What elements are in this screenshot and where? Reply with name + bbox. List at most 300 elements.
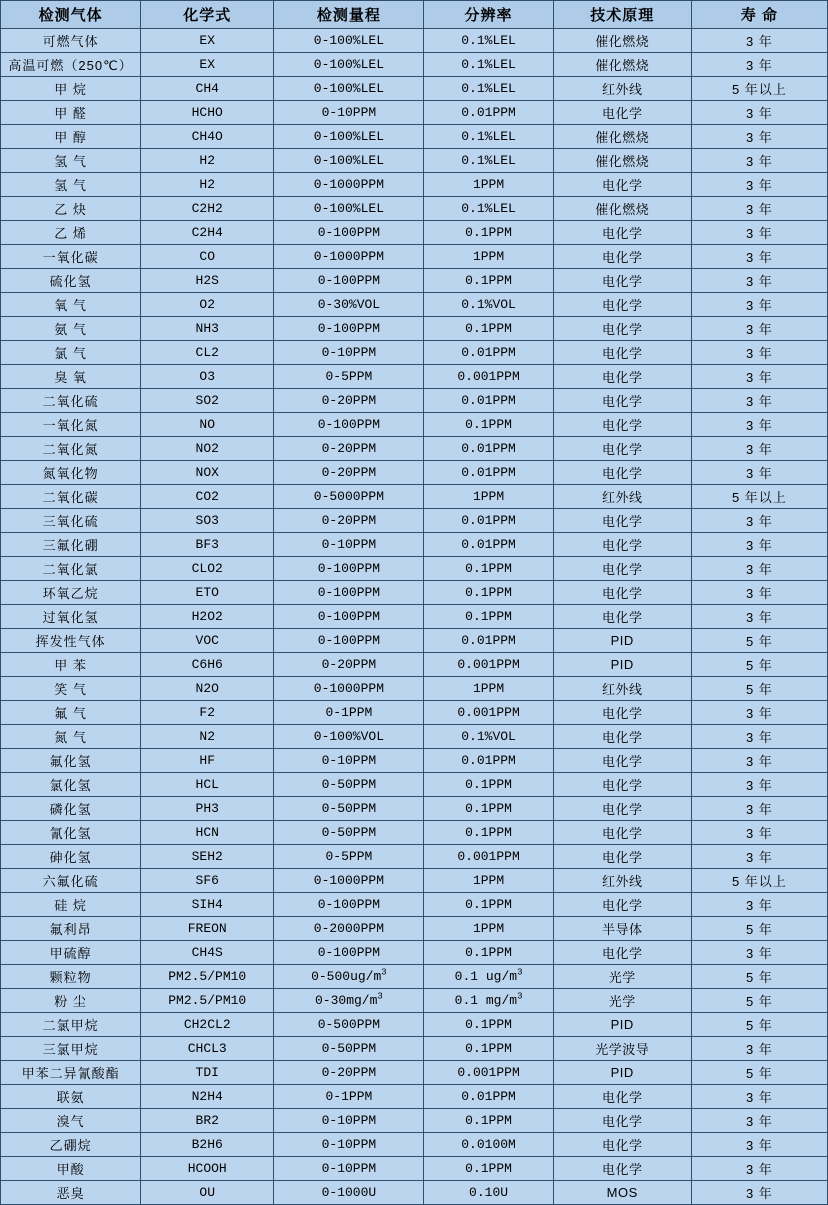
table-row [1, 341, 828, 365]
column-header-technology: 技术原理 [553, 1, 691, 29]
cell-technology: PID [553, 1061, 691, 1085]
cell-range: 0-1000PPM [274, 869, 424, 893]
cell-gas: 氧 气 [1, 293, 141, 317]
cell-lifetime: 5 年 [691, 1061, 827, 1085]
table-row [1, 509, 828, 533]
cell-gas: 联氨 [1, 1085, 141, 1109]
cell-resolution: 0.01PPM [424, 101, 553, 125]
cell-formula: NH3 [141, 317, 274, 341]
cell-formula: VOC [141, 629, 274, 653]
table-row [1, 605, 828, 629]
table-row [1, 125, 828, 149]
cell-gas: 环氧乙烷 [1, 581, 141, 605]
cell-lifetime: 3 年 [691, 341, 827, 365]
cell-gas: 臭 氧 [1, 365, 141, 389]
cell-formula: OU [141, 1181, 274, 1205]
cell-lifetime: 3 年 [691, 197, 827, 221]
cell-gas: 磷化氢 [1, 797, 141, 821]
cell-technology: 电化学 [553, 605, 691, 629]
cell-lifetime: 5 年以上 [691, 485, 827, 509]
cell-technology: 红外线 [553, 869, 691, 893]
table-row [1, 725, 828, 749]
cell-gas: 一氧化碳 [1, 245, 141, 269]
cell-technology: 电化学 [553, 365, 691, 389]
cell-range: 0-20PPM [274, 461, 424, 485]
cell-lifetime: 3 年 [691, 1037, 827, 1061]
cell-range: 0-100PPM [274, 221, 424, 245]
table-row [1, 677, 828, 701]
cell-lifetime: 3 年 [691, 581, 827, 605]
cell-formula: SO2 [141, 389, 274, 413]
table-row [1, 917, 828, 941]
cell-gas: 笑 气 [1, 677, 141, 701]
cell-formula: HCHO [141, 101, 274, 125]
cell-formula: HF [141, 749, 274, 773]
table-row [1, 1133, 828, 1157]
table-row [1, 245, 828, 269]
cell-technology: 电化学 [553, 845, 691, 869]
table-row [1, 989, 828, 1013]
table-row [1, 749, 828, 773]
cell-range: $0-500ug/m^3$ [274, 965, 424, 989]
cell-range: 0-5PPM [274, 845, 424, 869]
cell-resolution: 0.1PPM [424, 317, 553, 341]
cell-lifetime: 3 年 [691, 725, 827, 749]
cell-gas: 甲 烷 [1, 77, 141, 101]
cell-lifetime: 5 年以上 [691, 77, 827, 101]
cell-resolution: 0.1PPM [424, 269, 553, 293]
table-row [1, 197, 828, 221]
cell-lifetime: 3 年 [691, 1109, 827, 1133]
cell-gas: 氯 气 [1, 341, 141, 365]
cell-gas: 甲苯二异氰酸酯 [1, 1061, 141, 1085]
cell-lifetime: 5 年 [691, 1013, 827, 1037]
table-row [1, 653, 828, 677]
table-row [1, 389, 828, 413]
cell-lifetime: 3 年 [691, 389, 827, 413]
cell-formula: SF6 [141, 869, 274, 893]
cell-gas: 一氧化氮 [1, 413, 141, 437]
cell-gas: 可燃气体 [1, 29, 141, 53]
cell-formula: CH2CL2 [141, 1013, 274, 1037]
cell-formula: PM2.5/PM10 [141, 989, 274, 1013]
cell-formula: N2O [141, 677, 274, 701]
cell-formula: NO [141, 413, 274, 437]
cell-lifetime: 5 年 [691, 629, 827, 653]
cell-formula: SEH2 [141, 845, 274, 869]
cell-gas: 甲 醇 [1, 125, 141, 149]
cell-gas: 粉 尘 [1, 989, 141, 1013]
cell-gas: 挥发性气体 [1, 629, 141, 653]
cell-resolution: 0.1PPM [424, 557, 553, 581]
cell-resolution: 0.10U [424, 1181, 553, 1205]
cell-lifetime: 3 年 [691, 365, 827, 389]
cell-resolution: 0.01PPM [424, 341, 553, 365]
cell-resolution: 0.1 $mg/m^3$ [424, 989, 553, 1013]
cell-resolution: 0.001PPM [424, 365, 553, 389]
table-row [1, 485, 828, 509]
cell-gas: 乙 烯 [1, 221, 141, 245]
cell-technology: 电化学 [553, 1133, 691, 1157]
cell-resolution: 0.1%LEL [424, 53, 553, 77]
cell-range: 0-10PPM [274, 1157, 424, 1181]
cell-formula: CH4 [141, 77, 274, 101]
cell-resolution: 0.1%LEL [424, 197, 553, 221]
cell-technology: 半导体 [553, 917, 691, 941]
table-row [1, 77, 828, 101]
cell-gas: 颗粒物 [1, 965, 141, 989]
cell-lifetime: 3 年 [691, 29, 827, 53]
cell-gas: 二氯甲烷 [1, 1013, 141, 1037]
cell-resolution: 0.1PPM [424, 821, 553, 845]
table-row [1, 461, 828, 485]
cell-range: 0-100%LEL [274, 197, 424, 221]
cell-resolution: 0.01PPM [424, 389, 553, 413]
cell-lifetime: 3 年 [691, 821, 827, 845]
cell-range: 0-10PPM [274, 749, 424, 773]
cell-gas: 三氯甲烷 [1, 1037, 141, 1061]
cell-resolution: 0.01PPM [424, 1085, 553, 1109]
cell-gas: 二氧化碳 [1, 485, 141, 509]
table-row [1, 869, 828, 893]
cell-technology: 电化学 [553, 221, 691, 245]
cell-lifetime: 3 年 [691, 1133, 827, 1157]
table-row [1, 629, 828, 653]
cell-technology: 电化学 [553, 773, 691, 797]
cell-range: 0-100%LEL [274, 149, 424, 173]
table-row [1, 365, 828, 389]
cell-formula: HCL [141, 773, 274, 797]
cell-lifetime: 3 年 [691, 293, 827, 317]
cell-resolution: 0.001PPM [424, 1061, 553, 1085]
table-row [1, 893, 828, 917]
cell-lifetime: 5 年以上 [691, 869, 827, 893]
column-header-formula: 化学式 [141, 1, 274, 29]
cell-formula: O3 [141, 365, 274, 389]
cell-formula: HCN [141, 821, 274, 845]
cell-range: 0-100%VOL [274, 725, 424, 749]
cell-technology: 光学 [553, 989, 691, 1013]
cell-lifetime: 3 年 [691, 773, 827, 797]
cell-formula: PH3 [141, 797, 274, 821]
cell-resolution: 0.1PPM [424, 605, 553, 629]
cell-formula: H2 [141, 149, 274, 173]
cell-lifetime: 5 年 [691, 917, 827, 941]
cell-gas: 氟利昂 [1, 917, 141, 941]
cell-gas: 氟 气 [1, 701, 141, 725]
cell-resolution: 0.1%VOL [424, 293, 553, 317]
cell-range: 0-20PPM [274, 389, 424, 413]
cell-range: 0-100%LEL [274, 77, 424, 101]
cell-gas: 氯化氢 [1, 773, 141, 797]
cell-range: 0-20PPM [274, 509, 424, 533]
cell-formula: CL2 [141, 341, 274, 365]
cell-range: 0-100PPM [274, 629, 424, 653]
table-row [1, 773, 828, 797]
cell-technology: 催化燃烧 [553, 29, 691, 53]
cell-technology: 催化燃烧 [553, 197, 691, 221]
cell-formula: H2S [141, 269, 274, 293]
cell-range: 0-100%LEL [274, 29, 424, 53]
table-row [1, 1157, 828, 1181]
cell-formula: N2H4 [141, 1085, 274, 1109]
cell-lifetime: 3 年 [691, 149, 827, 173]
cell-technology: 电化学 [553, 533, 691, 557]
cell-formula: F2 [141, 701, 274, 725]
cell-range: 0-1000U [274, 1181, 424, 1205]
table-row [1, 581, 828, 605]
cell-resolution: 0.1PPM [424, 413, 553, 437]
cell-gas: 砷化氢 [1, 845, 141, 869]
cell-range: 0-50PPM [274, 1037, 424, 1061]
cell-lifetime: 3 年 [691, 53, 827, 77]
table-row [1, 101, 828, 125]
table-row [1, 293, 828, 317]
cell-technology: 红外线 [553, 677, 691, 701]
cell-gas: 恶臭 [1, 1181, 141, 1205]
cell-resolution: 0.1PPM [424, 893, 553, 917]
cell-formula: O2 [141, 293, 274, 317]
cell-range: $0-30mg/m^3$ [274, 989, 424, 1013]
cell-gas: 氨 气 [1, 317, 141, 341]
cell-gas: 三氧化硫 [1, 509, 141, 533]
cell-range: 0-50PPM [274, 821, 424, 845]
cell-formula: CH4O [141, 125, 274, 149]
cell-range: 0-1000PPM [274, 677, 424, 701]
cell-formula: NOX [141, 461, 274, 485]
cell-resolution: 0.01PPM [424, 749, 553, 773]
cell-resolution: 0.1PPM [424, 941, 553, 965]
cell-resolution: 0.001PPM [424, 653, 553, 677]
cell-range: 0-100PPM [274, 557, 424, 581]
cell-formula: CO [141, 245, 274, 269]
column-header-lifetime: 寿 命 [691, 1, 827, 29]
cell-formula: C2H4 [141, 221, 274, 245]
table-row [1, 533, 828, 557]
cell-technology: 电化学 [553, 725, 691, 749]
cell-resolution: 0.1PPM [424, 1157, 553, 1181]
table-body [1, 29, 828, 1205]
cell-range: 0-5000PPM [274, 485, 424, 509]
cell-resolution: 0.1PPM [424, 581, 553, 605]
table-row [1, 941, 828, 965]
cell-gas: 氰化氢 [1, 821, 141, 845]
cell-formula: SO3 [141, 509, 274, 533]
cell-lifetime: 3 年 [691, 701, 827, 725]
cell-technology: 电化学 [553, 749, 691, 773]
cell-gas: 氮氧化物 [1, 461, 141, 485]
table-row [1, 1109, 828, 1133]
column-header-gas: 检测气体 [1, 1, 141, 29]
table-row [1, 437, 828, 461]
table-row [1, 701, 828, 725]
cell-technology: PID [553, 629, 691, 653]
cell-formula: C2H2 [141, 197, 274, 221]
cell-gas: 二氧化硫 [1, 389, 141, 413]
cell-technology: 电化学 [553, 821, 691, 845]
cell-range: 0-1000PPM [274, 173, 424, 197]
cell-range: 0-100PPM [274, 317, 424, 341]
cell-range: 0-100PPM [274, 605, 424, 629]
table-row [1, 173, 828, 197]
table-row [1, 149, 828, 173]
cell-lifetime: 3 年 [691, 1157, 827, 1181]
cell-technology: 电化学 [553, 317, 691, 341]
cell-range: 0-20PPM [274, 437, 424, 461]
cell-resolution: 0.01PPM [424, 461, 553, 485]
table-header [1, 1, 828, 29]
cell-lifetime: 3 年 [691, 509, 827, 533]
cell-technology: 电化学 [553, 797, 691, 821]
cell-technology: 催化燃烧 [553, 53, 691, 77]
cell-range: 0-10PPM [274, 101, 424, 125]
cell-range: 0-50PPM [274, 773, 424, 797]
cell-technology: 红外线 [553, 77, 691, 101]
cell-technology: 电化学 [553, 389, 691, 413]
cell-range: 0-10PPM [274, 341, 424, 365]
cell-technology: 催化燃烧 [553, 125, 691, 149]
cell-formula: CHCL3 [141, 1037, 274, 1061]
cell-range: 0-500PPM [274, 1013, 424, 1037]
cell-resolution: 0.0100M [424, 1133, 553, 1157]
table-row [1, 29, 828, 53]
cell-range: 0-20PPM [274, 653, 424, 677]
cell-range: 0-100PPM [274, 893, 424, 917]
cell-gas: 过氧化氢 [1, 605, 141, 629]
cell-lifetime: 5 年 [691, 965, 827, 989]
cell-range: 0-100%LEL [274, 125, 424, 149]
table-row [1, 821, 828, 845]
cell-resolution: 0.1%LEL [424, 125, 553, 149]
cell-gas: 氮 气 [1, 725, 141, 749]
cell-formula: BF3 [141, 533, 274, 557]
cell-formula: EX [141, 53, 274, 77]
cell-formula: B2H6 [141, 1133, 274, 1157]
table-row [1, 1181, 828, 1205]
cell-resolution: 0.1PPM [424, 1013, 553, 1037]
cell-resolution: 0.1%LEL [424, 149, 553, 173]
cell-resolution: 0.1PPM [424, 773, 553, 797]
cell-formula: CO2 [141, 485, 274, 509]
cell-gas: 氢 气 [1, 173, 141, 197]
table-row [1, 53, 828, 77]
cell-gas: 乙 炔 [1, 197, 141, 221]
cell-technology: 电化学 [553, 1085, 691, 1109]
cell-formula: TDI [141, 1061, 274, 1085]
cell-technology: 电化学 [553, 101, 691, 125]
cell-resolution: 0.001PPM [424, 845, 553, 869]
cell-technology: 电化学 [553, 341, 691, 365]
cell-technology: 电化学 [553, 461, 691, 485]
cell-technology: 电化学 [553, 893, 691, 917]
cell-lifetime: 3 年 [691, 437, 827, 461]
cell-lifetime: 3 年 [691, 893, 827, 917]
cell-resolution: 0.1PPM [424, 1109, 553, 1133]
cell-technology: 电化学 [553, 1109, 691, 1133]
cell-range: 0-2000PPM [274, 917, 424, 941]
cell-lifetime: 5 年 [691, 989, 827, 1013]
table-row [1, 845, 828, 869]
cell-technology: 光学 [553, 965, 691, 989]
cell-formula: C6H6 [141, 653, 274, 677]
cell-gas: 甲 苯 [1, 653, 141, 677]
cell-formula: SIH4 [141, 893, 274, 917]
cell-gas: 六氟化硫 [1, 869, 141, 893]
cell-technology: 电化学 [553, 293, 691, 317]
cell-resolution: 0.001PPM [424, 701, 553, 725]
cell-gas: 溴气 [1, 1109, 141, 1133]
cell-formula: H2O2 [141, 605, 274, 629]
cell-gas: 高温可燃（250℃） [1, 53, 141, 77]
cell-resolution: 0.1PPM [424, 1037, 553, 1061]
cell-resolution: 0.01PPM [424, 437, 553, 461]
cell-technology: 电化学 [553, 701, 691, 725]
cell-gas: 氟化氢 [1, 749, 141, 773]
cell-lifetime: 3 年 [691, 605, 827, 629]
cell-resolution: 1PPM [424, 917, 553, 941]
cell-lifetime: 3 年 [691, 269, 827, 293]
table-row [1, 317, 828, 341]
cell-formula: CLO2 [141, 557, 274, 581]
cell-lifetime: 3 年 [691, 461, 827, 485]
cell-range: 0-20PPM [274, 1061, 424, 1085]
cell-formula: BR2 [141, 1109, 274, 1133]
cell-technology: 光学波导 [553, 1037, 691, 1061]
cell-resolution: 1PPM [424, 485, 553, 509]
cell-range: 0-100PPM [274, 413, 424, 437]
cell-technology: PID [553, 653, 691, 677]
cell-resolution: 0.01PPM [424, 629, 553, 653]
table-row [1, 1085, 828, 1109]
cell-technology: PID [553, 1013, 691, 1037]
cell-range: 0-100PPM [274, 581, 424, 605]
cell-range: 0-100PPM [274, 941, 424, 965]
cell-technology: 电化学 [553, 1157, 691, 1181]
cell-lifetime: 5 年 [691, 677, 827, 701]
cell-formula: ETO [141, 581, 274, 605]
cell-gas: 硫化氢 [1, 269, 141, 293]
cell-lifetime: 3 年 [691, 101, 827, 125]
cell-formula: EX [141, 29, 274, 53]
cell-range: 0-100%LEL [274, 53, 424, 77]
cell-lifetime: 3 年 [691, 845, 827, 869]
cell-gas: 甲 醛 [1, 101, 141, 125]
cell-technology: 电化学 [553, 173, 691, 197]
cell-technology: 电化学 [553, 437, 691, 461]
cell-gas: 氢 气 [1, 149, 141, 173]
cell-range: 0-1PPM [274, 1085, 424, 1109]
cell-technology: 红外线 [553, 485, 691, 509]
cell-range: 0-1PPM [274, 701, 424, 725]
table-row [1, 797, 828, 821]
cell-resolution: 1PPM [424, 173, 553, 197]
cell-resolution: 0.1 $ug/m^3$ [424, 965, 553, 989]
cell-resolution: 1PPM [424, 869, 553, 893]
cell-technology: 催化燃烧 [553, 149, 691, 173]
table-row [1, 965, 828, 989]
cell-gas: 乙硼烷 [1, 1133, 141, 1157]
cell-resolution: 0.01PPM [424, 509, 553, 533]
cell-range: 0-5PPM [274, 365, 424, 389]
cell-resolution: 0.1%VOL [424, 725, 553, 749]
cell-lifetime: 3 年 [691, 317, 827, 341]
table-header-row [1, 1, 828, 29]
column-header-range: 检测量程 [274, 1, 424, 29]
cell-range: 0-10PPM [274, 533, 424, 557]
cell-technology: 电化学 [553, 557, 691, 581]
cell-formula: H2 [141, 173, 274, 197]
cell-resolution: 0.1%LEL [424, 29, 553, 53]
